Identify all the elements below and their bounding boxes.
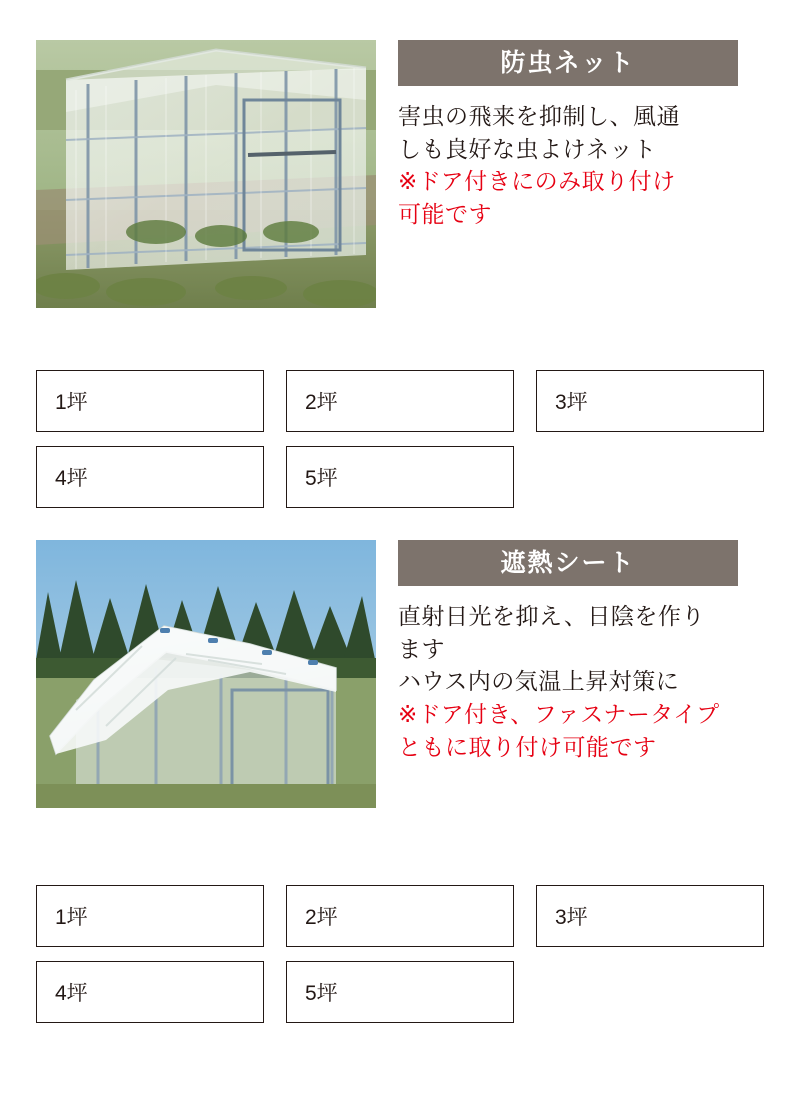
note-line: 可能です <box>398 200 492 227</box>
section-insect-net <box>0 40 800 490</box>
description-line: ます <box>398 635 445 662</box>
insect-net-text-column <box>398 40 764 231</box>
option-row <box>36 885 766 947</box>
option-heat-shield-3[interactable]: 3坪 <box>536 885 764 947</box>
option-insect-net-3[interactable]: 3坪 <box>536 370 764 432</box>
insect-net-description <box>398 100 764 231</box>
option-heat-shield-4[interactable]: 4坪 <box>36 961 264 1023</box>
section-header-heat-shield-sheet <box>0 540 800 840</box>
section-header-insect-net <box>0 40 800 340</box>
heat-shield-sheet-options <box>36 885 766 1023</box>
heat-shield-sheet-title: 遮熱シート <box>398 540 738 586</box>
note-line: ※ドア付きにのみ取り付け <box>398 168 676 195</box>
option-heat-shield-2[interactable]: 2坪 <box>286 885 514 947</box>
heat-shield-sheet-note <box>398 698 764 763</box>
option-insect-net-1[interactable]: 1坪 <box>36 370 264 432</box>
description-line: ハウス内の気温上昇対策に <box>398 668 680 695</box>
description-line: 害虫の飛来を抑制し、風通 <box>398 103 680 129</box>
section-heat-shield-sheet <box>0 540 800 1005</box>
option-row <box>36 370 766 432</box>
insect-net-note <box>398 165 764 230</box>
option-row <box>36 961 766 1023</box>
description-line: しも良好な虫よけネット <box>398 135 657 162</box>
option-heat-shield-1[interactable]: 1坪 <box>36 885 264 947</box>
note-line: ともに取り付け可能です <box>398 733 657 760</box>
description-line: 直射日光を抑え、日陰を作り <box>398 603 705 629</box>
heat-shield-sheet-photo <box>36 540 376 808</box>
insect-net-photo <box>36 40 376 308</box>
option-row <box>36 446 766 508</box>
heat-shield-sheet-text-column <box>398 540 764 763</box>
option-insect-net-2[interactable]: 2坪 <box>286 370 514 432</box>
heat-shield-sheet-description <box>398 600 764 763</box>
insect-net-title: 防虫ネット <box>398 40 738 86</box>
insect-net-options <box>36 370 766 508</box>
option-heat-shield-5[interactable]: 5坪 <box>286 961 514 1023</box>
option-insect-net-4[interactable]: 4坪 <box>36 446 264 508</box>
option-insect-net-5[interactable]: 5坪 <box>286 446 514 508</box>
note-line: ※ドア付き、ファスナータイプ <box>398 700 720 727</box>
